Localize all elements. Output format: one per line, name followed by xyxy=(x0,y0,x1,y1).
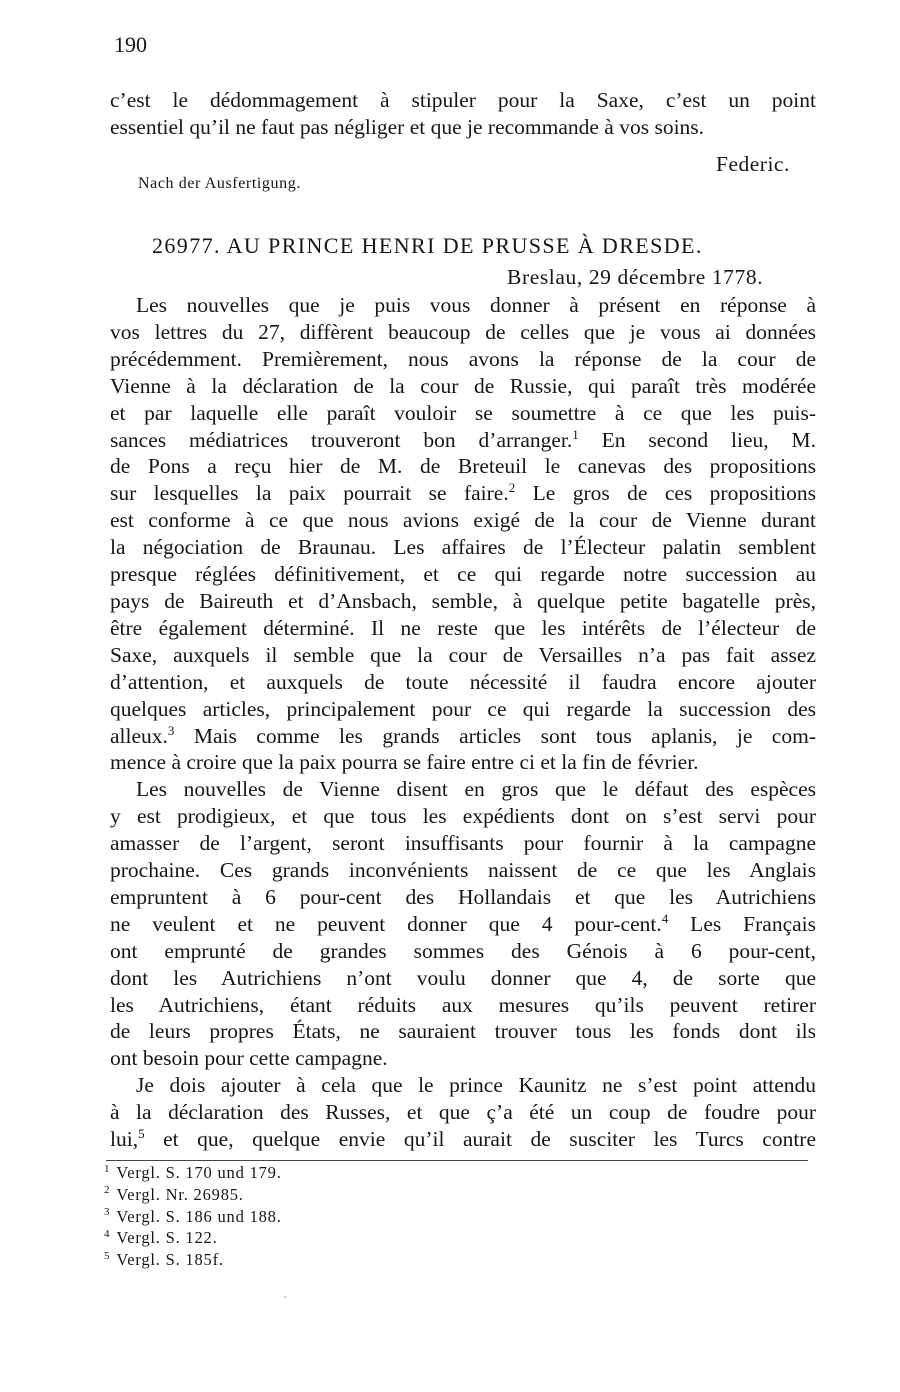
text-line: dont les Autrichiens n’ont voulu donner que 4, de sorte que xyxy=(110,965,816,990)
footnote-mark: 1 xyxy=(104,1162,111,1175)
footnote-ref: 2 xyxy=(508,480,516,496)
text-line xyxy=(110,480,816,507)
text-line: de Pons a reçu hier de M. de Breteuil le canevas des propositions xyxy=(110,454,816,479)
footnote-text: Vergl. S. 122. xyxy=(116,1228,218,1248)
text-line: c’est le dédommagement à stipuler pour la Saxe, c’est un point xyxy=(110,88,816,112)
text-line: et par laquelle elle paraît vouloir se soumettre à ce que les puis- xyxy=(110,400,816,425)
text-line: presque réglées définitivement, et ce qui regarde notre succession au xyxy=(110,562,816,587)
paper-speck xyxy=(284,1296,286,1298)
continuation-text xyxy=(110,87,816,141)
text-line: être également déterminé. Il ne reste que les intérêts de l’électeur de xyxy=(110,615,816,640)
text-line: amasser de l’argent, seront insuffisants pour fournir à la campagne xyxy=(110,831,816,856)
text-run: En second lieu, M. xyxy=(578,427,816,452)
text-run: Mais comme les grands articles sont tous aplanis, je com- xyxy=(174,723,816,748)
text-line: pays de Baireuth et d’Ansbach, semble, à quelque petite bagatelle près, xyxy=(110,588,816,613)
footnote-ref: 3 xyxy=(167,722,175,738)
text-line: à la déclaration des Russes, et que ç’a été un coup de foudre pour xyxy=(110,1100,816,1125)
text-line: la négociation de Braunau. Les affaires de l’Électeur palatin semblent xyxy=(110,535,816,560)
footnote-ref: 4 xyxy=(661,910,669,926)
text-line: Saxe, auxquels il semble que la cour de Versailles n’a pas fait assez xyxy=(110,642,816,667)
footnote-text: Vergl. S. 185f. xyxy=(116,1250,224,1270)
signature: Federic. xyxy=(716,152,790,176)
footnote-ref: 1 xyxy=(572,426,579,442)
footnote-ref: 5 xyxy=(138,1125,145,1141)
text-line: ont besoin pour cette campagne. xyxy=(110,1046,388,1071)
text-run: ne veulent et ne peuvent donner que 4 pour-cent. xyxy=(110,911,662,936)
letter-body xyxy=(110,292,816,1153)
letter-dateline: Breslau, 29 décembre 1778. xyxy=(507,265,764,289)
text-line: Vienne à la déclaration de la cour de Russie, qui paraît très modérée xyxy=(110,373,816,398)
footnotes xyxy=(104,1162,282,1271)
text-run: et que, quelque envie qu’il aurait de susciter les Turcs contre xyxy=(144,1127,816,1152)
footnote xyxy=(104,1227,282,1249)
footnote-text: Vergl. S. 170 und 179. xyxy=(116,1163,282,1182)
text-run: alleux. xyxy=(110,723,168,748)
text-line xyxy=(110,723,816,750)
footnote-rule xyxy=(106,1160,808,1161)
text-line: Je dois ajouter à cela que le prince Kaunitz ne s’est point attendu xyxy=(136,1073,816,1098)
text-line xyxy=(110,427,816,454)
text-line: essentiel qu’il ne faut pas négliger et que je recommande à vos soins. xyxy=(110,114,705,139)
footnote xyxy=(104,1206,282,1228)
footnote xyxy=(104,1249,282,1271)
text-line: Les nouvelles de Vienne disent en gros que le défaut des espèces xyxy=(136,777,816,802)
text-line: Les nouvelles que je puis vous donner à présent en réponse à xyxy=(136,293,816,317)
text-line: vos lettres du 27, diffèrent beaucoup de celles que je vous ai données xyxy=(110,319,816,344)
text-line: y est prodigieux, et que tous les expédients dont on s’est servi pour xyxy=(110,804,816,829)
text-run: Le gros de ces propositions xyxy=(515,481,816,506)
footnote-text: Vergl. Nr. 26985. xyxy=(116,1184,244,1204)
text-line: prochaine. Ces grands inconvénients naissent de ce que les Anglais xyxy=(110,858,816,883)
footnote-mark: 4 xyxy=(104,1227,111,1240)
source-note: Nach der Ausfertigung. xyxy=(138,175,301,192)
text-line: les Autrichiens, étant réduits aux mesures qu’ils peuvent retirer xyxy=(110,992,816,1017)
text-line: ont emprunté de grandes sommes des Génois à 6 pour-cent, xyxy=(110,938,816,963)
text-line xyxy=(110,1126,816,1153)
text-run: lui, xyxy=(110,1127,139,1152)
text-run: sances médiatrices trouveront bon d’arranger. xyxy=(110,427,573,452)
text-line: est conforme à ce que nous avions exigé de la cour de Vienne durant xyxy=(110,508,816,533)
text-run: Les Français xyxy=(668,911,816,936)
footnote-mark: 5 xyxy=(104,1249,111,1262)
text-run: sur lesquelles la paix pourrait se faire. xyxy=(110,481,509,506)
footnote xyxy=(104,1162,282,1184)
text-line: mence à croire que la paix pourra se faire entre ci et la fin de février. xyxy=(110,750,699,775)
footnote-text: Vergl. S. 186 und 188. xyxy=(116,1206,282,1226)
footnote-mark: 3 xyxy=(104,1206,111,1219)
text-line: quelques articles, principalement pour ce qui regarde la succession des xyxy=(110,696,816,721)
footnote xyxy=(104,1184,282,1206)
text-line: précédemment. Premièrement, nous avons la réponse de la cour de xyxy=(110,346,816,371)
text-line: d’attention, et auxquels de toute nécessité il faudra encore ajouter xyxy=(110,669,816,694)
page-number: 190 xyxy=(114,32,147,57)
text-line: de leurs propres États, ne sauraient trouver tous les fonds dont ils xyxy=(110,1019,816,1044)
footnote-mark: 2 xyxy=(104,1184,111,1197)
letter-heading: 26977. AU PRINCE HENRI DE PRUSSE À DRESDE. xyxy=(152,233,703,258)
text-line xyxy=(110,911,816,938)
text-line: empruntent à 6 pour-cent des Hollandais et que les Autrichiens xyxy=(110,884,816,909)
